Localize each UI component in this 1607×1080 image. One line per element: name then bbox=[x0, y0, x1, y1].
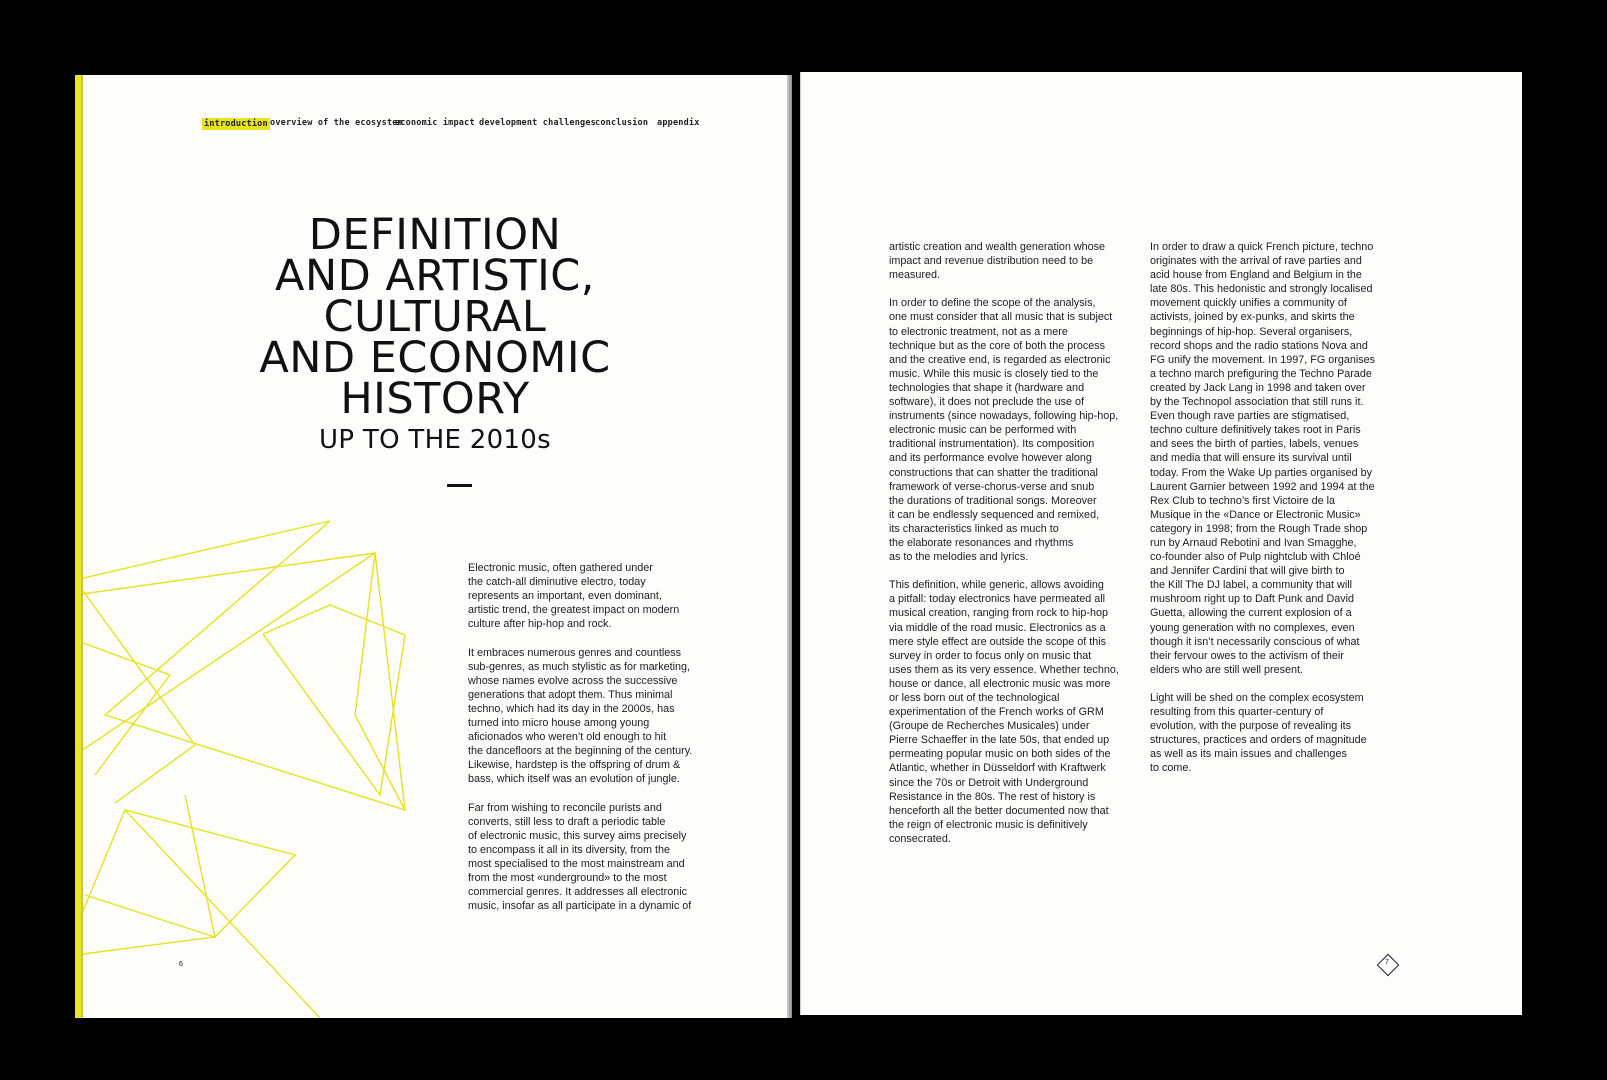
yellow-line-shape bbox=[75, 553, 405, 810]
paragraph: Electronic music, often gathered under the catch-all diminutive electro, today represents an important, even dominant, artistic trend, the greatest impact on modern culture after hip-hop and rock. bbox=[468, 562, 680, 631]
yellow-page-edge-inner bbox=[81, 75, 83, 1018]
title-block bbox=[235, 210, 635, 455]
paragraph: artistic creation and wealth generation whose impact and revenue distribution need to be measured. bbox=[889, 241, 1106, 282]
paragraph: In order to define the scope of the analysis, one must consider that all music that is subject to electronic treatment, not as a mere technique but as the core of both the process and the creative end, is regarded as electronic music. While this music is closely tied to the technologies that shape it (hardware and software), it does not preclude the use of instruments (since nowadays, following hip-hop, electronic music can be performed with traditional instrumentation). Its composition and its performance evolve however along constructions that can shatter the traditional framework of verse-chorus-verse and snub the durations of traditional songs. Moreover it can be endlessly sequenced and remixed, its characteristics linked as much to the elaborate resonances and rhythms as to the melodies and lyrics. bbox=[889, 297, 1119, 564]
left-text-column bbox=[468, 561, 728, 927]
page-number-left: 6 bbox=[179, 961, 183, 968]
page-number-diamond bbox=[1377, 954, 1397, 974]
book-spine-shadow bbox=[787, 72, 801, 1018]
nav-item-overview-of-the-ecosystem[interactable]: overview of the ecosystem bbox=[270, 118, 403, 128]
paragraph: This definition, while generic, allows avoiding a pitfall: today electronics have permeated all musical creation, ranging from rock to hip-hop via middle of the road music. Electronics as a mere style effect are outside the scope of this survey in order to focus only on music that uses them as its very essence. Whether techno, house or dance, all electronic music was more or less born out of the technological experimentation of the French works of GRM (Groupe de Recherches Musicales) under Pierre Schaeffer in the late 50s, that ended up permeating popular music on both sides of the Atlantic, whether in Düsseldorf with Kraftwerk since the 70s or Detroit with Underground Resistance in the 80s. The rest of history is henceforth all the better documented now that the reign of electronic music is definitively consecrated. bbox=[889, 579, 1119, 845]
yellow-line-shape bbox=[75, 521, 330, 803]
left-page bbox=[75, 75, 792, 1018]
nav-item-introduction[interactable]: introduction bbox=[204, 119, 268, 129]
paragraph: It embraces numerous genres and countless sub-genres, as much stylistic as for marketing, whose names evolve across the successive generations that adopt them. Thus minimal techno, which had its day in the 2000s, has turned into micro house among young aficionados who weren’t old enough to hit the dancefloors at the beginning of the century. Likewise, hardstep is the offspring of drum & bass, which itself was an evolution of jungle. bbox=[468, 646, 693, 786]
yellow-line-shape bbox=[75, 521, 405, 810]
right-text-column-1 bbox=[889, 240, 1144, 860]
nav-item-appendix[interactable]: appendix bbox=[657, 118, 700, 128]
yellow-line-shape bbox=[75, 810, 295, 955]
right-page bbox=[800, 72, 1522, 1015]
page-title: DEFINITION AND ARTISTIC, CULTURAL AND ECONOMIC HISTORY bbox=[259, 210, 611, 424]
page-subtitle: UP TO THE 2010s bbox=[319, 425, 551, 455]
yellow-line-shape bbox=[125, 810, 320, 1018]
right-text-column-2 bbox=[1150, 240, 1405, 790]
page-number-right: 7 bbox=[1385, 959, 1389, 966]
paragraph: Light will be shed on the complex ecosystem resulting from this quarter-century of evolution, with the purpose of revealing its structures, practices and orders of magnitude as well as its main issues and challenges to come. bbox=[1150, 692, 1367, 775]
nav-item-development-challenges[interactable]: development challenges bbox=[479, 118, 596, 128]
paragraph: In order to draw a quick French picture, techno originates with the arrival of rave parties and acid house from England and Belgium in the late 80s. This hedonistic and strongly localised movement quickly unifies a community of activists, joined by ex-punks, and skirts the beginnings of hip-hop. Several organisers, record shops and the radio stations Nova and FG unify the movement. In 1997, FG organises a techno march prefiguring the Techno Parade created by Jack Lang in 1998 and taken over by the Technopol association that still runs it. Even though rave parties are stigmatised, techno culture definitively takes root in Paris and sees the birth of parties, labels, venues and media that will ensure its survival until today. From the Wake Up parties organised by Laurent Garnier between 1992 and 1994 at the Rex Club to techno’s first Victoire de la Musique in the «Dance or Electronic Music» category in 1998; from the Rough Trade shop run by Arnaud Rebotini and Ivan Smagghe, co-founder also of Pulp nightclub with Chloé and Jennifer Cardini that will give birth to the Kill The DJ label, a community that will mushroom right up to Daft Punk and David Guetta, allowing the current explosion of a young generation with no complexes, even though it isn’t necessarily conscious of what their fervour owes to the activism of their elders who are still well present. bbox=[1150, 241, 1376, 676]
paragraph: Far from wishing to reconcile purists and converts, still less to draft a periodic table of electronic music, this survey aims precisely to encompass it all in its diversity, from the most specialised to the most mainstream and from the most «underground» to the most commercial genres. It addresses all electronic music, insofar as all participate in a dynamic of bbox=[468, 801, 692, 913]
yellow-line-shape bbox=[75, 640, 170, 775]
title-dash-divider bbox=[447, 484, 472, 487]
nav-item-economic-impact[interactable]: economic impact bbox=[395, 118, 475, 128]
nav-item-conclusion[interactable]: conclusion bbox=[595, 118, 649, 128]
